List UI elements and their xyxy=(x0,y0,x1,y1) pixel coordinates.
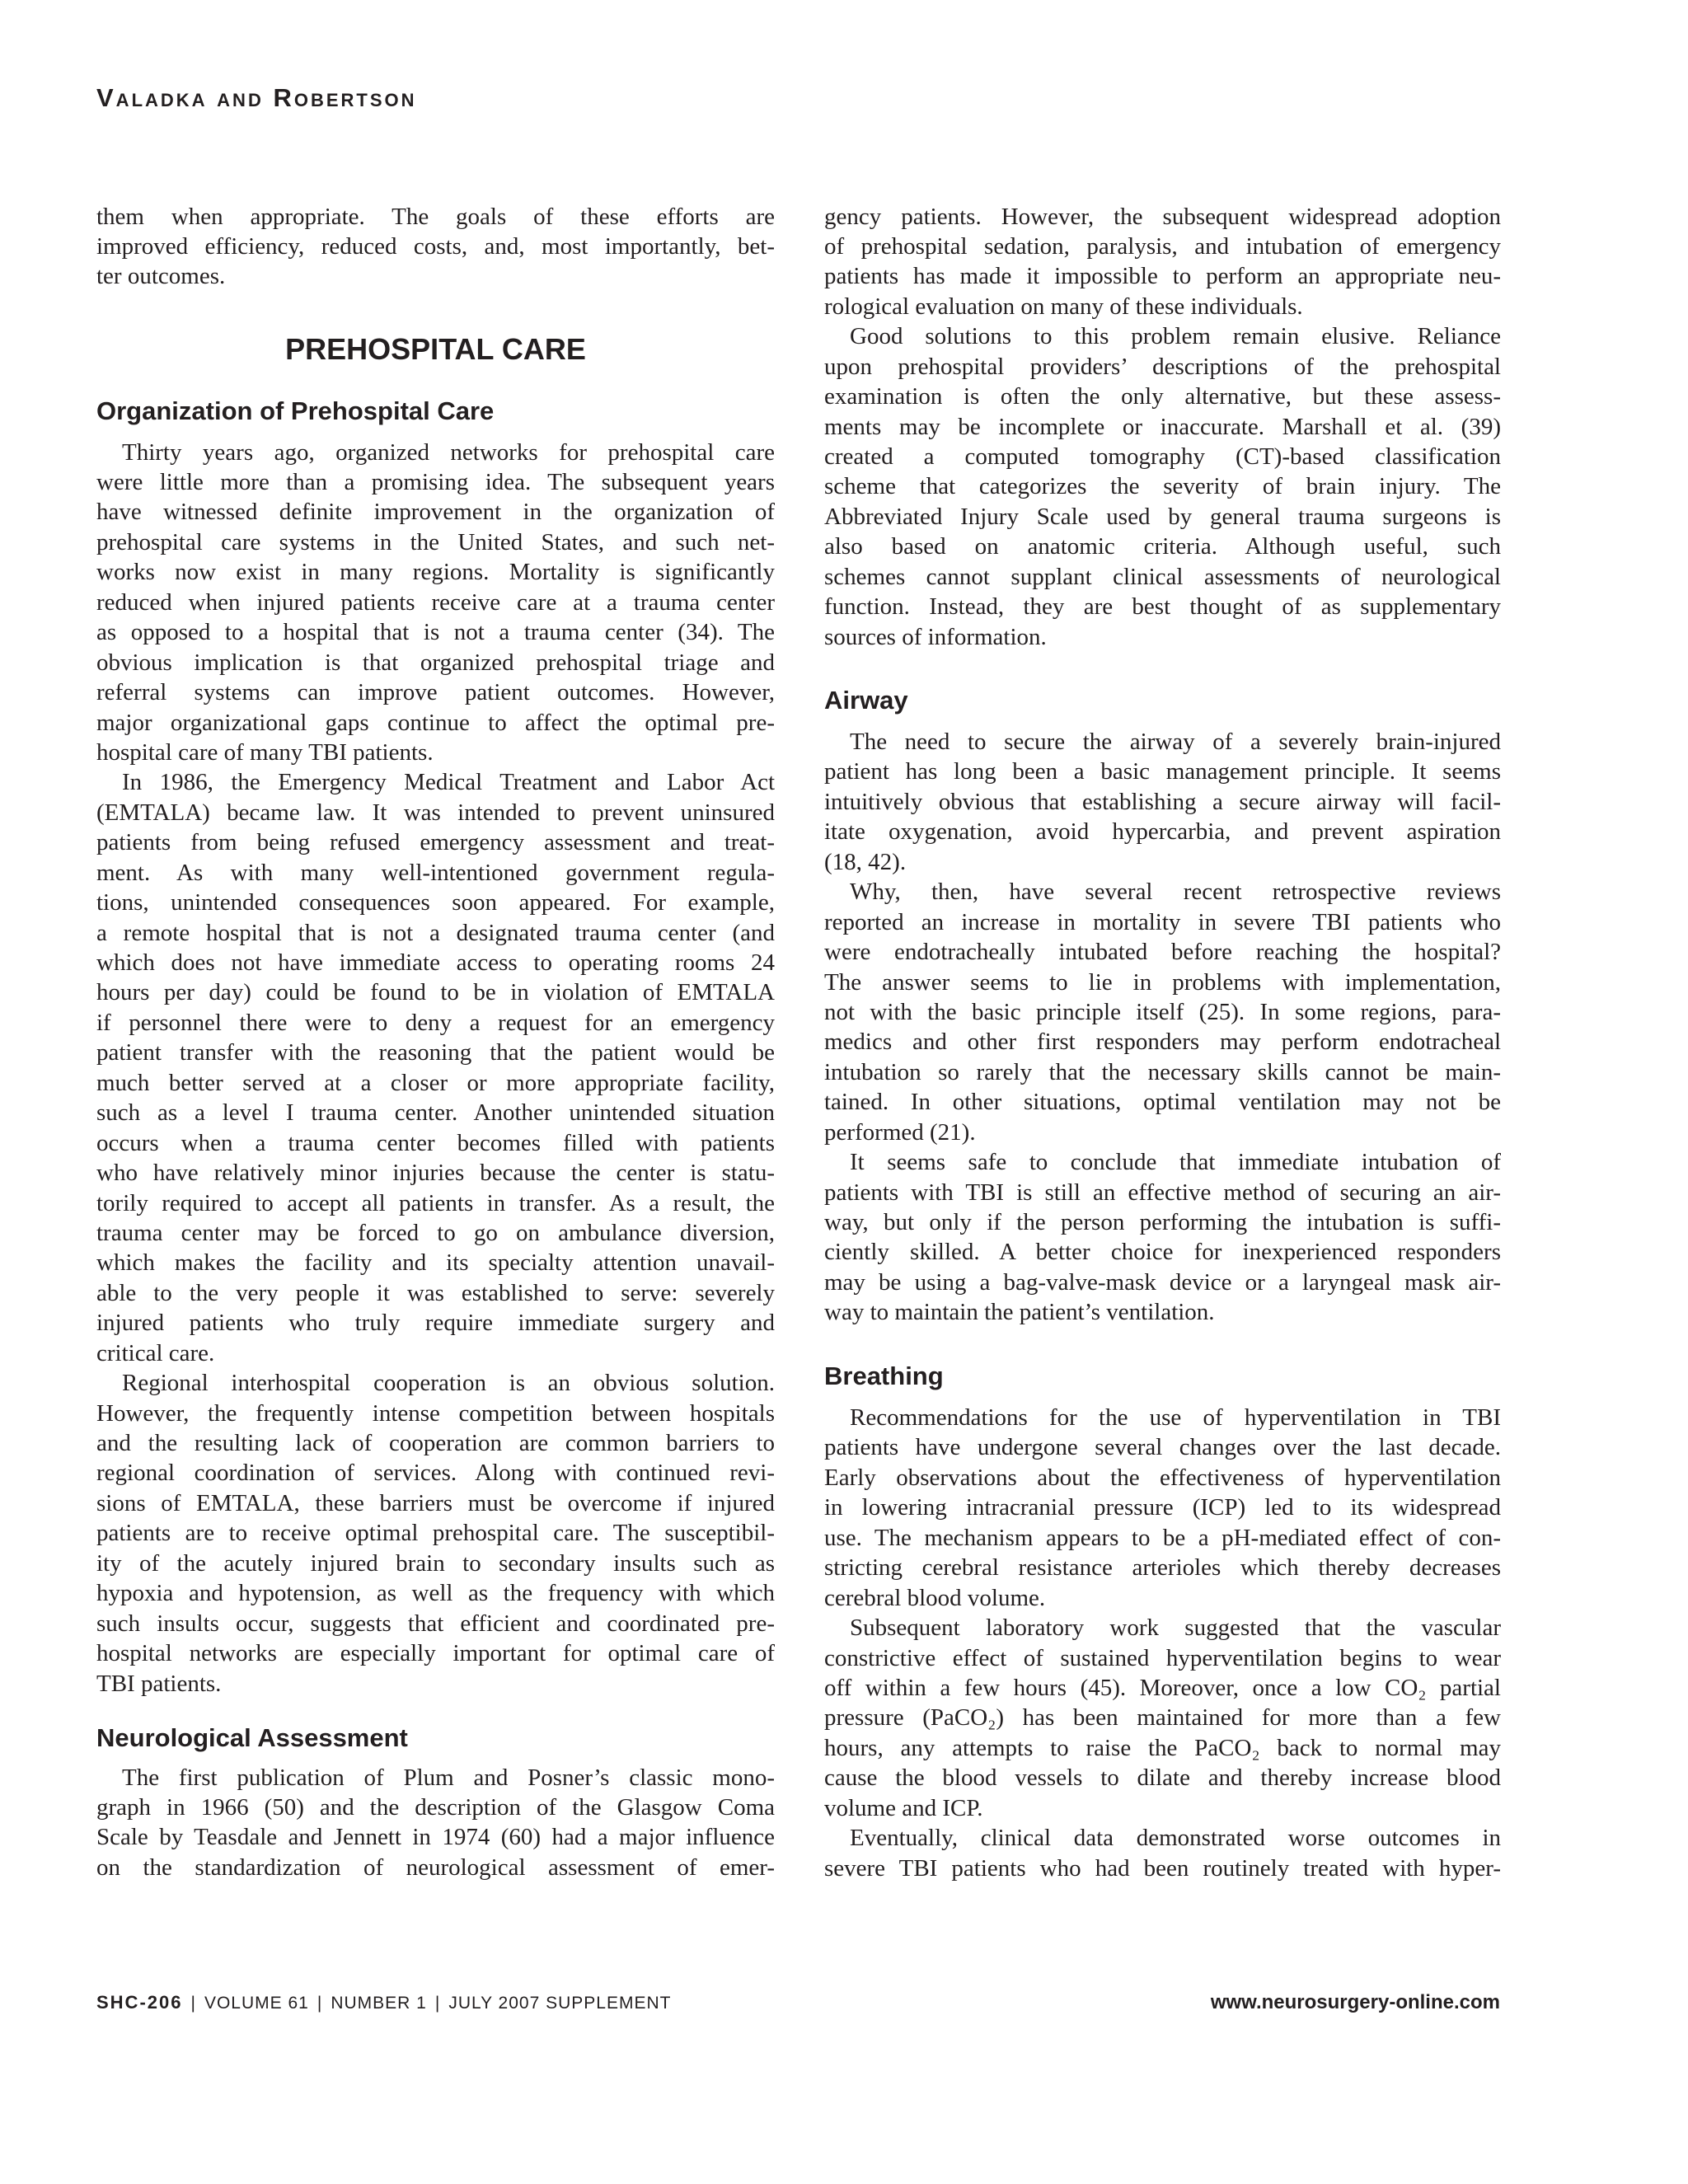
text-line: severe TBI patients who had been routinely treated with hyper- xyxy=(824,1854,1501,1882)
section-body xyxy=(96,1763,775,1883)
text-line: constrictive effect of sustained hyperventilation begins to wear xyxy=(824,1644,1501,1671)
subsection-heading: Neurological Assessment xyxy=(96,1722,408,1752)
paragraph xyxy=(824,727,1501,877)
issue-info xyxy=(96,1992,671,2014)
text-line: cause the blood vessels to dilate and thereby increase blood xyxy=(824,1765,1501,1792)
text-line: who have relatively minor injuries because the center is statu- xyxy=(96,1160,775,1187)
text-line: patient transfer with the reasoning that the patient would be xyxy=(96,1039,775,1066)
running-head: Valadka and Robertson xyxy=(96,83,417,112)
text-line: intubation so rarely that the necessary skills cannot be main- xyxy=(824,1058,1501,1085)
text-line: rological evaluation on many of these individuals. xyxy=(824,293,1303,320)
section-heading: PREHOSPITAL CARE xyxy=(285,331,586,366)
text-line: schemes cannot supplant clinical assessments of neurological xyxy=(824,563,1501,590)
text-line: in lowering intracranial pressure (ICP) led to its widespread xyxy=(824,1494,1501,1521)
text-line: scheme that categorizes the severity of brain injury. The xyxy=(824,473,1501,500)
text-line: patient has long been a basic management principle. It seems xyxy=(824,758,1501,785)
text-line: hypoxia and hypotension, as well as the frequency with which xyxy=(96,1580,775,1607)
separator: | xyxy=(434,1994,441,2013)
text-line: pressure (PaCO₂) has been maintained for more than a few xyxy=(824,1704,1501,1732)
subsection-heading: Breathing xyxy=(824,1361,944,1390)
text-line: a remote hospital that is not a designated trauma center (and xyxy=(96,919,775,946)
text-line: were endotracheally intubated before reaching the hospital? xyxy=(824,939,1501,966)
text-line: function. Instead, they are best thought of as supplementary xyxy=(824,593,1501,621)
paragraph xyxy=(96,1368,775,1699)
text-line: hospital care of many TBI patients. xyxy=(96,738,434,766)
text-line: sources of information. xyxy=(824,623,1047,650)
paragraph xyxy=(824,1823,1501,1883)
paragraph xyxy=(96,1763,775,1883)
paragraph xyxy=(824,877,1501,1147)
text-line: tained. In other situations, optimal ventilation may not be xyxy=(824,1089,1501,1116)
text-line: occurs when a trauma center becomes filled with patients xyxy=(96,1129,775,1156)
text-line: way, but only if the person performing the intubation is suffi- xyxy=(824,1209,1501,1235)
text-line: injured patients who truly require immediate surgery and xyxy=(96,1310,775,1337)
section-body xyxy=(824,727,1501,1328)
text-line: works now exist in many regions. Mortality is significantly xyxy=(96,559,775,586)
text-line: itate oxygenation, avoid hypercarbia, and prevent aspiration xyxy=(824,818,1501,846)
text-line: use. The mechanism appears to be a pH-mediated effect of con- xyxy=(824,1524,1501,1551)
paragraph xyxy=(824,321,1501,652)
text-line: patients has made it impossible to perform an appropriate neu- xyxy=(824,263,1501,290)
text-line: ter outcomes. xyxy=(96,263,226,290)
text-line: have witnessed definite improvement in the organization of xyxy=(96,499,775,526)
text-line: may be using a bag-valve-mask device or a laryngeal mask air- xyxy=(824,1268,1501,1296)
text-line: medics and other first responders may perform endotracheal xyxy=(824,1029,1501,1056)
page-footer xyxy=(96,1992,1500,2014)
text-line: were little more than a promising idea. The subsequent years xyxy=(96,469,775,496)
text-line: referral systems can improve patient outcomes. However, xyxy=(96,679,775,706)
text-line: Recommendations for the use of hyperventilation in TBI xyxy=(850,1404,1501,1431)
text-line: Scale by Teasdale and Jennett in 1974 (60) had a major influence xyxy=(96,1824,775,1851)
text-line: TBI patients. xyxy=(96,1670,222,1697)
text-block xyxy=(96,202,775,292)
text-line: if personnel there were to deny a request for an emergency xyxy=(96,1009,775,1036)
text-line: examination is often the only alternative, but these assess- xyxy=(824,383,1501,410)
text-line: torily required to accept all patients in transfer. As a result, the xyxy=(96,1189,775,1216)
page-label: SHC-206 xyxy=(96,1992,183,2013)
text-line: patients are to receive optimal prehospital care. The susceptibil- xyxy=(96,1520,775,1547)
text-line: trauma center may be forced to go on ambulance diversion, xyxy=(96,1219,775,1246)
text-line: Thirty years ago, organized networks for prehospital care xyxy=(122,438,775,466)
paragraph xyxy=(824,1613,1501,1823)
text-line: reported an increase in mortality in severe TBI patients who xyxy=(824,908,1501,935)
text-line: much better served at a closer or more appropriate facility, xyxy=(96,1069,775,1096)
text-line: off within a few hours (45). Moreover, once a low CO₂ partial xyxy=(824,1674,1501,1701)
text-line: The answer seems to lie in problems with implementation, xyxy=(824,968,1501,996)
text-line: (EMTALA) became law. It was intended to prevent uninsured xyxy=(96,799,775,826)
text-line: cerebral blood volume. xyxy=(824,1584,1046,1611)
right-column xyxy=(824,0,1501,2184)
separator: | xyxy=(316,1994,323,2013)
text-line: critical care. xyxy=(96,1339,215,1366)
section-body xyxy=(96,438,775,1699)
text-line: Subsequent laboratory work suggested that the vascular xyxy=(850,1615,1501,1642)
text-line: (18, 42). xyxy=(824,848,907,875)
text-line: The need to secure the airway of a severely brain-injured xyxy=(850,729,1501,755)
text-line: hours per day) could be found to be in violation of EMTALA xyxy=(96,979,775,1006)
text-line: such as a level I trauma center. Another unintended situation xyxy=(96,1099,775,1127)
subsection-heading: Airway xyxy=(824,686,908,715)
paragraph xyxy=(96,438,775,768)
text-line: such insults occur, suggests that efficient and coordinated pre- xyxy=(96,1610,775,1637)
text-line: In 1986, the Emergency Medical Treatment and Labor Act xyxy=(122,769,775,796)
issue-volume: VOLUME 61 xyxy=(204,1994,309,2013)
text-line: reduced when injured patients receive care at a trauma center xyxy=(96,588,775,616)
text-line: way to maintain the patient’s ventilation. xyxy=(824,1299,1215,1326)
text-line: upon prehospital providers’ descriptions of the prehospital xyxy=(824,353,1501,380)
text-line: Why, then, have several recent retrospective reviews xyxy=(850,879,1501,906)
text-line: tions, unintended consequences soon appeared. For example, xyxy=(96,889,775,916)
paragraph xyxy=(96,202,775,292)
text-line: sions of EMTALA, these barriers must be overcome if injured xyxy=(96,1489,775,1516)
paragraph xyxy=(824,1403,1501,1613)
text-line: stricting cerebral resistance arterioles which thereby decreases xyxy=(824,1554,1501,1582)
text-line: Good solutions to this problem remain elusive. Reliance xyxy=(850,323,1501,350)
text-line: hours, any attempts to raise the PaCO₂ back to normal may xyxy=(824,1734,1501,1761)
text-line: hospital networks are especially important for optimal care of xyxy=(96,1640,775,1667)
text-line: as opposed to a hospital that is not a trauma center (34). The xyxy=(96,619,775,646)
paragraph xyxy=(824,1147,1501,1328)
text-line: on the standardization of neurological assessment of emer- xyxy=(96,1854,775,1881)
text-line: ciently skilled. A better choice for inexperienced responders xyxy=(824,1239,1501,1266)
text-line: Abbreviated Injury Scale used by general trauma surgeons is xyxy=(824,503,1501,530)
text-line: patients with TBI is still an effective method of securing an air- xyxy=(824,1179,1501,1206)
text-line: also based on anatomic criteria. Although useful, such xyxy=(824,533,1501,560)
website-url: www.neurosurgery-online.com xyxy=(1210,1991,1500,2013)
text-line: Early observations about the effectiveness of hyperventilation xyxy=(824,1464,1501,1491)
issue-date: JULY 2007 SUPPLEMENT xyxy=(448,1994,672,2013)
paragraph xyxy=(824,202,1501,322)
text-line: The first publication of Plum and Posner’s classic mono- xyxy=(122,1764,775,1791)
section-body xyxy=(824,202,1501,653)
text-line: It seems safe to conclude that immediate intubation of xyxy=(850,1149,1501,1176)
text-line: of prehospital sedation, paralysis, and intubation of emergency xyxy=(824,232,1501,260)
text-line: obvious implication is that organized prehospital triage and xyxy=(96,649,775,676)
text-line: intuitively obvious that establishing a secure airway will facil- xyxy=(824,788,1501,815)
text-line: prehospital care systems in the United States, and such net- xyxy=(96,528,775,555)
text-line: regional coordination of services. Along with continued revi- xyxy=(96,1460,775,1487)
text-line: Eventually, clinical data demonstrated worse outcomes in xyxy=(850,1825,1501,1852)
subsection-heading: Organization of Prehospital Care xyxy=(96,396,495,425)
text-line: ments may be incomplete or inaccurate. Marshall et al. (39) xyxy=(824,413,1501,440)
text-line: which does not have immediate access to operating rooms 24 xyxy=(96,949,775,977)
text-line: not with the basic principle itself (25). In some regions, para- xyxy=(824,998,1501,1025)
text-line: and the resulting lack of cooperation are common barriers to xyxy=(96,1430,775,1457)
left-column xyxy=(96,0,775,2184)
text-line: ity of the acutely injured brain to secondary insults such as xyxy=(96,1549,775,1577)
text-line: graph in 1966 (50) and the description of the Glasgow Coma xyxy=(96,1794,775,1821)
text-line: able to the very people it was established to serve: severely xyxy=(96,1279,775,1306)
text-line: However, the frequently intense competition between hospitals xyxy=(96,1399,775,1427)
section-body xyxy=(824,1403,1501,1883)
text-line: which makes the facility and its specialty attention unavail- xyxy=(96,1249,775,1277)
text-line: performed (21). xyxy=(824,1118,976,1146)
text-line: patients have undergone several changes over the last decade. xyxy=(824,1434,1501,1461)
issue-number: NUMBER 1 xyxy=(331,1994,427,2013)
paragraph xyxy=(96,767,775,1368)
text-line: gency patients. However, the subsequent widespread adoption xyxy=(824,203,1501,230)
text-line: created a computed tomography (CT)-based classification xyxy=(824,443,1501,470)
text-line: ment. As with many well-intentioned government regula- xyxy=(96,859,775,886)
text-line: volume and ICP. xyxy=(824,1794,983,1821)
text-line: improved efficiency, reduced costs, and, most importantly, bet- xyxy=(96,232,775,260)
text-line: patients from being refused emergency assessment and treat- xyxy=(96,829,775,856)
text-line: them when appropriate. The goals of these efforts are xyxy=(96,203,775,230)
text-line: major organizational gaps continue to affect the optimal pre- xyxy=(96,709,775,736)
separator: | xyxy=(190,1994,196,2013)
text-line: Regional interhospital cooperation is an obvious solution. xyxy=(122,1370,775,1397)
